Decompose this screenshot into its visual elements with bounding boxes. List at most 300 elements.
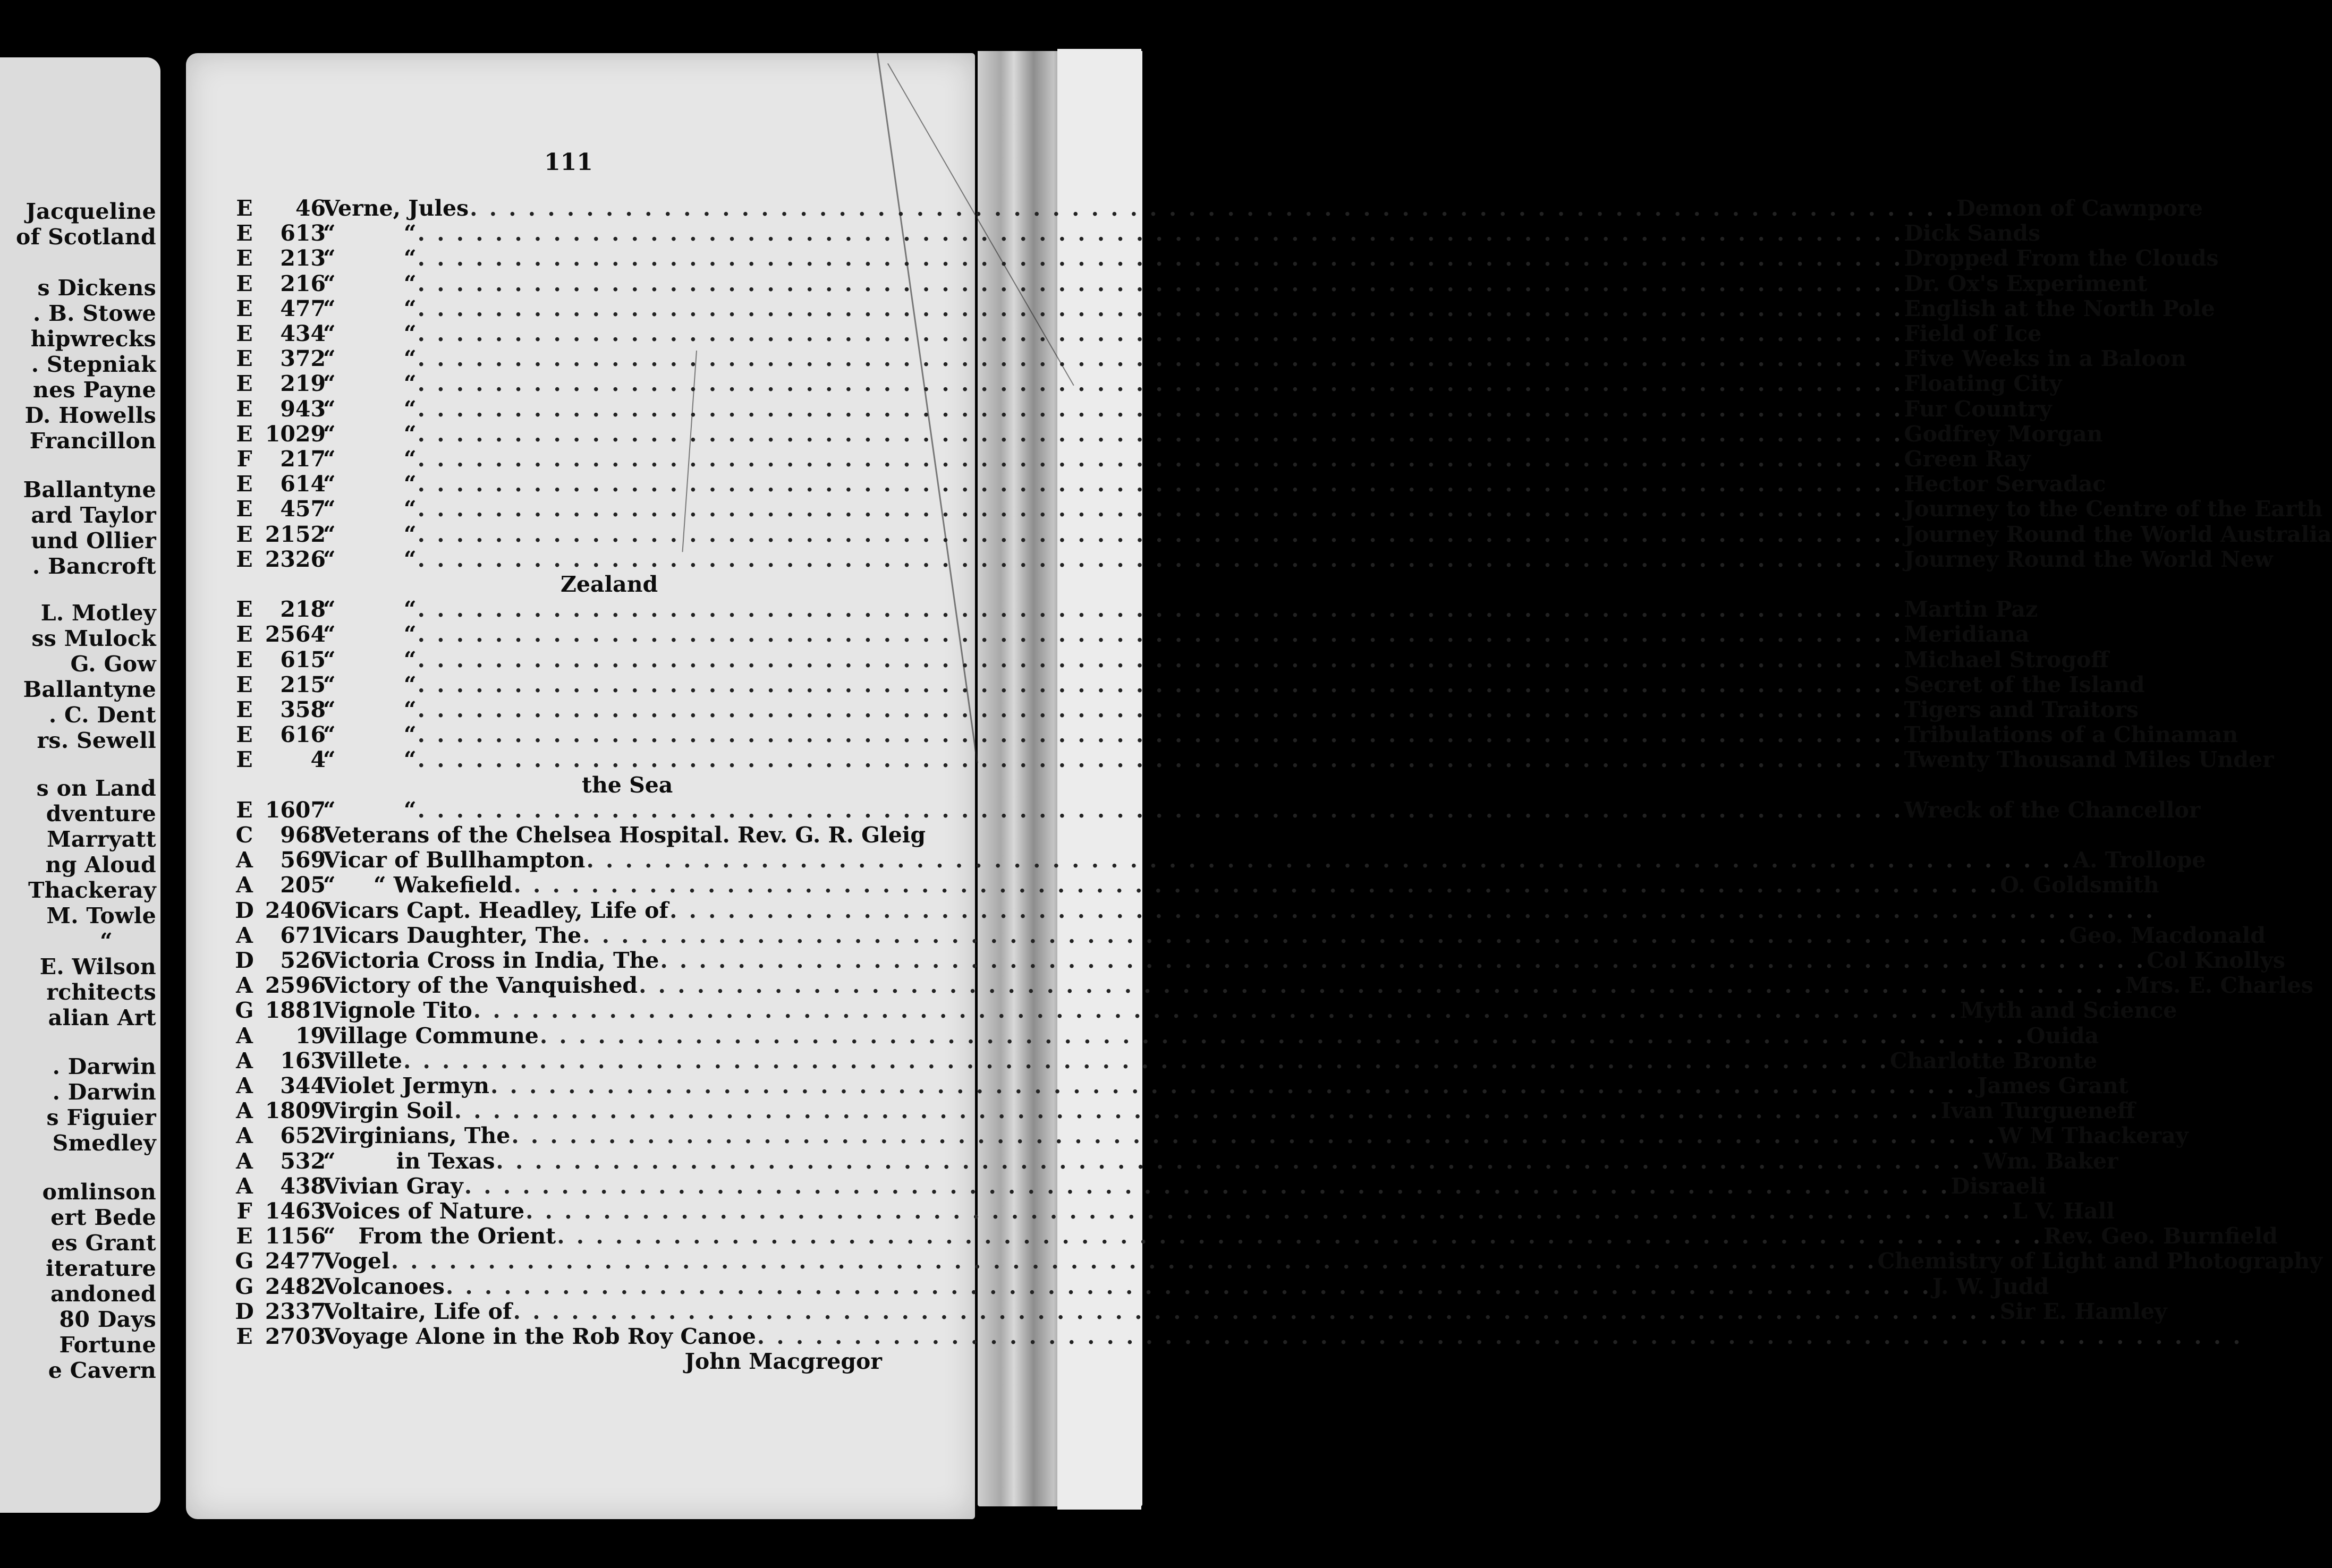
entry-author-or-subtitle: A. Trollope bbox=[2073, 847, 2206, 873]
catalog-entry bbox=[186, 1298, 2167, 1326]
catalog-entry bbox=[186, 1073, 2129, 1100]
entry-title: “ “ bbox=[323, 722, 417, 748]
dot-leader bbox=[390, 1250, 1878, 1272]
dot-leader bbox=[510, 1125, 1998, 1147]
entry-title: “ “ bbox=[323, 270, 417, 296]
dot-leader bbox=[417, 699, 1904, 721]
catalog-entry bbox=[186, 1123, 2189, 1150]
entry-class-letter: C bbox=[235, 822, 253, 848]
entry-title: “ “ bbox=[323, 245, 417, 271]
entry-number: 671 bbox=[280, 922, 326, 948]
dot-leader bbox=[556, 1225, 2043, 1247]
entry-class-letter: E bbox=[236, 546, 253, 572]
entry-class-letter: E bbox=[236, 722, 253, 748]
entry-text bbox=[323, 822, 926, 848]
entry-class-letter: E bbox=[236, 596, 253, 623]
entry-class-letter: E bbox=[236, 1223, 253, 1249]
left-page-line: s Dickens bbox=[37, 275, 156, 301]
entry-text bbox=[323, 220, 2041, 246]
entry-class-letter: G bbox=[235, 1273, 254, 1299]
entry-number: 2326 bbox=[265, 546, 326, 572]
entry-number: 968 bbox=[280, 822, 326, 848]
dot-leader bbox=[417, 423, 1904, 445]
dot-leader bbox=[417, 724, 1904, 746]
left-page-line: . Bancroft bbox=[32, 553, 156, 579]
entry-title: “ “ bbox=[323, 671, 417, 697]
left-page-line: . C. Dent bbox=[48, 702, 156, 728]
left-page-line: und Ollier bbox=[31, 528, 156, 553]
entry-class-letter: E bbox=[236, 295, 253, 321]
dot-leader bbox=[417, 298, 1904, 320]
entry-class-letter: E bbox=[236, 471, 253, 497]
catalog-entry bbox=[186, 245, 2219, 272]
entry-class-letter: A bbox=[236, 1098, 253, 1124]
entry-class-letter: E bbox=[236, 396, 253, 422]
entry-number: 215 bbox=[280, 671, 326, 697]
entry-text bbox=[323, 270, 2148, 296]
left-page-line: alian Art bbox=[48, 1005, 156, 1030]
catalog-entry bbox=[186, 496, 2323, 523]
entry-class-letter: G bbox=[235, 1248, 254, 1274]
entry-class-letter: E bbox=[236, 1324, 253, 1349]
dot-leader bbox=[417, 599, 1904, 620]
entry-number: 1463 bbox=[265, 1198, 326, 1224]
entry-author-or-subtitle: O. Goldsmith bbox=[2000, 872, 2159, 898]
entry-title: Vicar of Bullhampton bbox=[323, 847, 586, 873]
entry-author-or-subtitle: Godfrey Morgan bbox=[1904, 421, 2103, 447]
entry-title: Vicars Daughter, The bbox=[323, 922, 582, 948]
entry-author-or-subtitle: Dropped From the Clouds bbox=[1904, 245, 2219, 271]
entry-author-or-subtitle: Charlotte Bronte bbox=[1889, 1047, 2098, 1073]
catalog-entry bbox=[186, 797, 2201, 824]
entry-title: Vogel bbox=[323, 1248, 390, 1274]
entry-class-letter: A bbox=[236, 1073, 253, 1098]
entry-title: “ “ bbox=[323, 471, 417, 497]
dot-leader bbox=[417, 448, 1904, 470]
entry-title: “ “ Wakefield bbox=[323, 872, 513, 898]
catalog-page bbox=[186, 53, 2332, 1519]
entry-number: 163 bbox=[280, 1047, 326, 1073]
dot-leader bbox=[585, 849, 2073, 871]
entry-title: “ “ bbox=[323, 697, 417, 722]
entry-number: 614 bbox=[280, 471, 326, 497]
entry-title: Voyage Alone in the Rob Roy Canoe bbox=[323, 1324, 756, 1349]
entry-text bbox=[323, 897, 882, 923]
entry-text bbox=[323, 973, 2313, 999]
entry-title: “ “ bbox=[323, 446, 417, 472]
entry-text bbox=[323, 421, 2103, 447]
entry-class-letter: E bbox=[236, 421, 253, 447]
entry-title: Voices of Nature bbox=[323, 1198, 525, 1224]
entry-title: Vivian Gray bbox=[323, 1173, 463, 1199]
entry-class-letter: E bbox=[236, 371, 253, 397]
entry-text bbox=[323, 1148, 2118, 1174]
entry-class-letter: A bbox=[236, 1022, 253, 1049]
entry-text bbox=[323, 1326, 882, 1348]
entry-number: 477 bbox=[280, 295, 326, 321]
catalog-entry bbox=[186, 471, 2106, 498]
left-page-line: . Darwin bbox=[52, 1054, 156, 1079]
entry-author-or-subtitle: Rev. Geo. Burnfield bbox=[2043, 1223, 2278, 1249]
entry-class-letter: G bbox=[235, 998, 254, 1024]
entry-continuation: Zealand bbox=[561, 572, 658, 597]
entry-class-letter: E bbox=[236, 797, 253, 823]
catalog-entry bbox=[186, 521, 2332, 549]
dot-leader bbox=[417, 649, 1904, 671]
entry-title: Verne, Jules bbox=[323, 195, 469, 221]
entry-author-or-subtitle: Tigers and Traitors bbox=[1904, 697, 2139, 722]
entry-text bbox=[323, 872, 2159, 898]
entry-text bbox=[323, 1022, 2099, 1049]
left-page-line: of Scotland bbox=[15, 224, 156, 250]
dot-leader bbox=[417, 473, 1904, 495]
entry-title: Virgin Soil bbox=[323, 1098, 453, 1124]
catalog-entry bbox=[186, 948, 2285, 975]
entry-number: 526 bbox=[280, 948, 326, 973]
entry-number: 2482 bbox=[265, 1273, 326, 1299]
entry-title: “ “ bbox=[323, 521, 417, 547]
left-page-line: ert Bede bbox=[50, 1205, 156, 1230]
dot-leader bbox=[469, 198, 1956, 219]
entry-class-letter: A bbox=[236, 847, 253, 873]
catalog-entry bbox=[186, 1273, 2049, 1301]
entry-number: 438 bbox=[280, 1173, 326, 1199]
left-page-line: . Stepniak bbox=[31, 352, 156, 377]
entry-class-letter: D bbox=[235, 897, 254, 923]
catalog-entry bbox=[186, 270, 2148, 298]
entry-title: Victory of the Vanquished bbox=[323, 973, 638, 999]
catalog-entry bbox=[186, 922, 2266, 950]
entry-class-letter: E bbox=[236, 747, 253, 773]
entry-number: 344 bbox=[280, 1073, 326, 1098]
entry-title: “ “ bbox=[323, 421, 417, 447]
dot-leader bbox=[668, 900, 2156, 922]
entry-class-letter: E bbox=[236, 671, 253, 697]
entry-author-or-subtitle: Wm. Baker bbox=[1982, 1148, 2118, 1174]
entry-text bbox=[323, 496, 2323, 522]
catalog-entry bbox=[186, 1198, 2115, 1225]
left-page-line: E. Wilson bbox=[39, 954, 156, 979]
catalog-entry bbox=[186, 596, 2038, 624]
entry-title: “ From the Orient bbox=[323, 1223, 556, 1249]
entry-class-letter: A bbox=[236, 872, 253, 898]
entry-title: “ “ bbox=[323, 621, 417, 647]
entry-author-or-subtitle: L V. Hall bbox=[2012, 1198, 2115, 1224]
left-page-line: 80 Days bbox=[59, 1307, 156, 1332]
entry-author-or-subtitle: English at the North Pole bbox=[1904, 295, 2215, 321]
entry-text bbox=[323, 747, 2274, 773]
entry-class-letter: E bbox=[236, 220, 253, 246]
dot-leader bbox=[512, 1301, 2000, 1323]
left-page-line: es Grant bbox=[51, 1230, 156, 1256]
catalog-entry bbox=[186, 346, 2186, 373]
entry-number: 1156 bbox=[265, 1223, 326, 1249]
dot-leader bbox=[638, 975, 2125, 996]
entry-class-letter: E bbox=[236, 697, 253, 722]
left-page-line: omlinson bbox=[42, 1179, 156, 1205]
entry-author-or-subtitle: Dick Sands bbox=[1904, 220, 2041, 246]
entry-number: 4 bbox=[310, 747, 326, 773]
entry-title: Village Commune bbox=[323, 1022, 539, 1049]
entry-text bbox=[323, 621, 2030, 647]
dot-leader bbox=[417, 549, 1904, 570]
entry-text bbox=[323, 998, 2177, 1024]
entry-text bbox=[323, 722, 2238, 748]
entry-number: 2477 bbox=[265, 1248, 326, 1274]
dot-leader bbox=[417, 223, 1904, 244]
entry-text bbox=[323, 195, 2203, 221]
entry-author-or-subtitle: Dr. Ox's Experiment bbox=[1904, 270, 2148, 296]
entry-text bbox=[323, 847, 2206, 873]
entry-number: 2703 bbox=[265, 1324, 326, 1349]
entry-class-letter: E bbox=[236, 195, 253, 221]
dot-leader bbox=[417, 348, 1904, 370]
dot-leader bbox=[463, 1175, 1951, 1197]
catalog-entry bbox=[186, 1047, 2098, 1075]
entry-title: Virginians, The bbox=[323, 1123, 511, 1149]
dot-leader bbox=[539, 1025, 2026, 1047]
entry-text bbox=[323, 1298, 2167, 1324]
entry-text bbox=[323, 1223, 2278, 1249]
entry-class-letter: E bbox=[236, 245, 253, 271]
entry-title: Violet Jermyn bbox=[323, 1073, 489, 1098]
entry-number: 457 bbox=[280, 496, 326, 522]
entry-author-or-subtitle: Michael Strogoff bbox=[1904, 646, 2109, 672]
entry-class-letter: F bbox=[236, 446, 252, 472]
entry-number: 615 bbox=[280, 646, 326, 672]
left-page-line: andoned bbox=[50, 1281, 156, 1307]
left-page-line: nes Payne bbox=[33, 377, 156, 403]
left-page-line: “ bbox=[100, 928, 113, 954]
entry-text bbox=[323, 446, 2031, 472]
entry-number: 613 bbox=[280, 220, 326, 246]
entry-title: Villete bbox=[323, 1047, 402, 1073]
entry-author-or-subtitle: Demon of Cawnpore bbox=[1956, 195, 2203, 221]
entry-text bbox=[323, 396, 2052, 422]
entry-title: Volcanoes bbox=[323, 1273, 445, 1299]
entry-author-or-subtitle: Fur Country bbox=[1904, 396, 2052, 422]
entry-number: 217 bbox=[280, 446, 326, 472]
catalog-entry bbox=[186, 1098, 2135, 1125]
entry-continuation: the Sea bbox=[582, 772, 673, 798]
entry-class-letter: A bbox=[236, 973, 253, 999]
entry-author-or-subtitle: J. W. Judd bbox=[1932, 1273, 2049, 1299]
dot-leader bbox=[489, 1075, 1977, 1097]
entry-author-or-subtitle: Geo. Macdonald bbox=[2069, 922, 2266, 948]
catalog-entry bbox=[186, 546, 2273, 574]
entry-text bbox=[323, 1198, 2115, 1224]
catalog-entry bbox=[186, 646, 2109, 674]
left-page-line: hipwrecks bbox=[30, 326, 156, 352]
left-page-line: Fortune bbox=[59, 1332, 156, 1358]
dot-leader bbox=[495, 1151, 1982, 1172]
catalog-entry bbox=[186, 295, 2215, 323]
catalog-entry bbox=[186, 1173, 2047, 1200]
entry-text bbox=[323, 546, 2273, 572]
catalog-entry bbox=[186, 824, 975, 849]
left-page-line: Smedley bbox=[52, 1130, 156, 1156]
dot-leader bbox=[445, 1276, 1932, 1298]
entry-author-or-subtitle: Journey Round the World Australia bbox=[1904, 521, 2332, 547]
entry-text bbox=[323, 245, 2219, 271]
catalog-entry bbox=[186, 697, 2139, 724]
entry-text bbox=[323, 596, 2038, 623]
entry-title: “ in Texas bbox=[323, 1148, 495, 1174]
entry-author-or-subtitle: Wreck of the Chancellor bbox=[1904, 797, 2201, 823]
entry-number: 2337 bbox=[265, 1298, 326, 1324]
entry-class-letter: A bbox=[236, 922, 253, 948]
catalog-entry bbox=[186, 1022, 2099, 1050]
entry-number: 216 bbox=[280, 270, 326, 296]
entry-text bbox=[323, 1173, 2047, 1199]
entry-author-or-subtitle: Sir E. Hamley bbox=[1999, 1298, 2167, 1324]
entry-author-or-subtitle: Myth and Science bbox=[1960, 998, 2177, 1024]
left-page-line: L. Motley bbox=[40, 600, 156, 626]
entry-author-or-subtitle: Green Ray bbox=[1904, 446, 2031, 472]
entry-class-letter: E bbox=[236, 321, 253, 346]
catalog-entry bbox=[186, 1326, 975, 1351]
entry-number: 943 bbox=[280, 396, 326, 422]
catalog-entry bbox=[186, 1248, 2322, 1275]
entry-title: Voltaire, Life of bbox=[323, 1298, 512, 1324]
entry-number: 358 bbox=[280, 697, 326, 722]
page-number: 111 bbox=[544, 149, 593, 176]
entry-text bbox=[323, 521, 2332, 547]
left-page-line: G. Gow bbox=[70, 651, 156, 677]
catalog-entry bbox=[186, 446, 2031, 473]
dot-leader bbox=[402, 1050, 1890, 1072]
catalog-entry bbox=[186, 195, 2203, 223]
entry-author-or-subtitle: Secret of the Island bbox=[1904, 671, 2145, 697]
catalog-entry bbox=[186, 220, 2041, 248]
entry-number: 569 bbox=[280, 847, 326, 873]
entry-number: 1809 bbox=[265, 1098, 326, 1124]
catalog-entry bbox=[186, 747, 2274, 774]
left-page-line: s Figuier bbox=[46, 1105, 156, 1130]
catalog-entry bbox=[186, 998, 2177, 1025]
entry-number: 434 bbox=[280, 321, 326, 346]
entry-title: “ “ bbox=[323, 747, 417, 773]
left-page-line: s on Land bbox=[36, 776, 156, 801]
dot-leader bbox=[417, 398, 1904, 420]
entry-text bbox=[323, 671, 2145, 697]
dot-leader bbox=[417, 524, 1904, 546]
entry-text bbox=[323, 1123, 2189, 1149]
entry-number: 1029 bbox=[265, 421, 326, 447]
entry-class-letter: F bbox=[236, 1198, 252, 1224]
entry-number: 46 bbox=[295, 195, 326, 221]
entry-class-letter: E bbox=[236, 496, 253, 522]
entry-author-or-subtitle: Five Weeks in a Baloon bbox=[1904, 346, 2186, 372]
entry-class-letter: E bbox=[236, 621, 253, 647]
dot-leader bbox=[417, 624, 1904, 645]
dot-leader bbox=[659, 950, 2147, 972]
entry-number: 616 bbox=[280, 722, 326, 748]
entry-text bbox=[323, 371, 2062, 397]
entry-number: 1881 bbox=[265, 998, 326, 1024]
entry-number: 19 bbox=[295, 1022, 326, 1049]
entry-class-letter: D bbox=[235, 948, 254, 973]
entry-author-or-subtitle: Mrs. E. Charles bbox=[2125, 973, 2313, 999]
catalog-entry bbox=[186, 1148, 2118, 1175]
entry-number: 2596 bbox=[265, 973, 326, 999]
entry-title: “ “ bbox=[323, 596, 417, 623]
left-page-line: ng Aloud bbox=[45, 852, 156, 877]
catalog-entry bbox=[186, 621, 2030, 649]
entry-text bbox=[323, 1098, 2135, 1124]
left-page-line: e Cavern bbox=[48, 1358, 156, 1383]
left-page-line: rchitects bbox=[46, 979, 156, 1005]
entry-number: 1607 bbox=[265, 797, 326, 823]
left-page-line: rs. Sewell bbox=[37, 728, 156, 753]
left-page-line: . Darwin bbox=[52, 1079, 156, 1105]
dot-leader bbox=[417, 373, 1904, 395]
entry-text bbox=[323, 295, 2215, 321]
entry-class-letter: A bbox=[236, 1148, 253, 1174]
left-page-line: dventure bbox=[46, 801, 156, 826]
dot-leader bbox=[417, 248, 1904, 269]
entry-title: “ “ bbox=[323, 797, 417, 823]
entry-author-or-subtitle: Ouida bbox=[2026, 1022, 2099, 1049]
entry-text bbox=[323, 1273, 2049, 1299]
entry-author-or-subtitle: Hector Servadac bbox=[1904, 471, 2106, 497]
entry-class-letter: D bbox=[235, 1298, 254, 1324]
entry-number: 2406 bbox=[265, 897, 326, 923]
left-page-line: M. Towle bbox=[46, 903, 156, 928]
entry-number: 2564 bbox=[265, 621, 326, 647]
entry-author-or-subtitle: Ivan Turgueneff bbox=[1940, 1098, 2135, 1124]
catalog-entry bbox=[186, 396, 2052, 423]
entry-title: “ “ bbox=[323, 496, 417, 522]
entry-number: 652 bbox=[280, 1123, 326, 1149]
entry-author-or-subtitle: Journey to the Centre of the Earth bbox=[1904, 496, 2323, 522]
entry-title: Victoria Cross in India, The bbox=[323, 948, 659, 973]
entry-number: 372 bbox=[280, 346, 326, 372]
entry-text bbox=[323, 922, 2266, 948]
catalog-entry bbox=[186, 421, 2103, 448]
entry-class-letter: E bbox=[236, 270, 253, 296]
entry-class-letter: A bbox=[236, 1123, 253, 1149]
entry-continuation: John Macgregor bbox=[684, 1349, 882, 1375]
entry-text bbox=[323, 471, 2106, 497]
entry-text bbox=[323, 1047, 2098, 1073]
dot-leader bbox=[417, 273, 1904, 295]
entry-title: Vicars Capt. Headley, Life of bbox=[323, 897, 669, 923]
catalog-entry bbox=[186, 722, 2238, 749]
entry-class-letter: E bbox=[236, 646, 253, 672]
entry-author-or-subtitle: Tribulations of a Chinaman bbox=[1904, 722, 2238, 748]
left-page-line: . B. Stowe bbox=[32, 301, 156, 326]
catalog-entry bbox=[186, 973, 2313, 1000]
entry-title: “ “ bbox=[323, 346, 417, 372]
entry-author-or-subtitle: James Grant bbox=[1977, 1073, 2129, 1098]
entry-number: 2152 bbox=[265, 521, 326, 547]
entry-author-or-subtitle: W M Thackeray bbox=[1998, 1123, 2189, 1149]
entry-author-or-subtitle: Meridiana bbox=[1904, 621, 2030, 647]
left-page-line: Ballantyne bbox=[23, 677, 156, 702]
entry-class-letter: E bbox=[236, 521, 253, 547]
left-page-line: D. Howells bbox=[24, 403, 156, 428]
entry-title: Vignole Tito bbox=[323, 998, 472, 1024]
dot-leader bbox=[581, 925, 2069, 947]
entry-author-or-subtitle: Twenty Thousand Miles Under bbox=[1904, 747, 2274, 773]
left-page-line: ard Taylor bbox=[31, 502, 156, 528]
entry-number: 218 bbox=[280, 596, 326, 623]
entry-author-or-subtitle: Chemistry of Light and Photography bbox=[1877, 1248, 2322, 1274]
entry-text bbox=[323, 948, 2285, 973]
entry-text bbox=[323, 797, 2201, 823]
dot-leader bbox=[417, 323, 1904, 345]
